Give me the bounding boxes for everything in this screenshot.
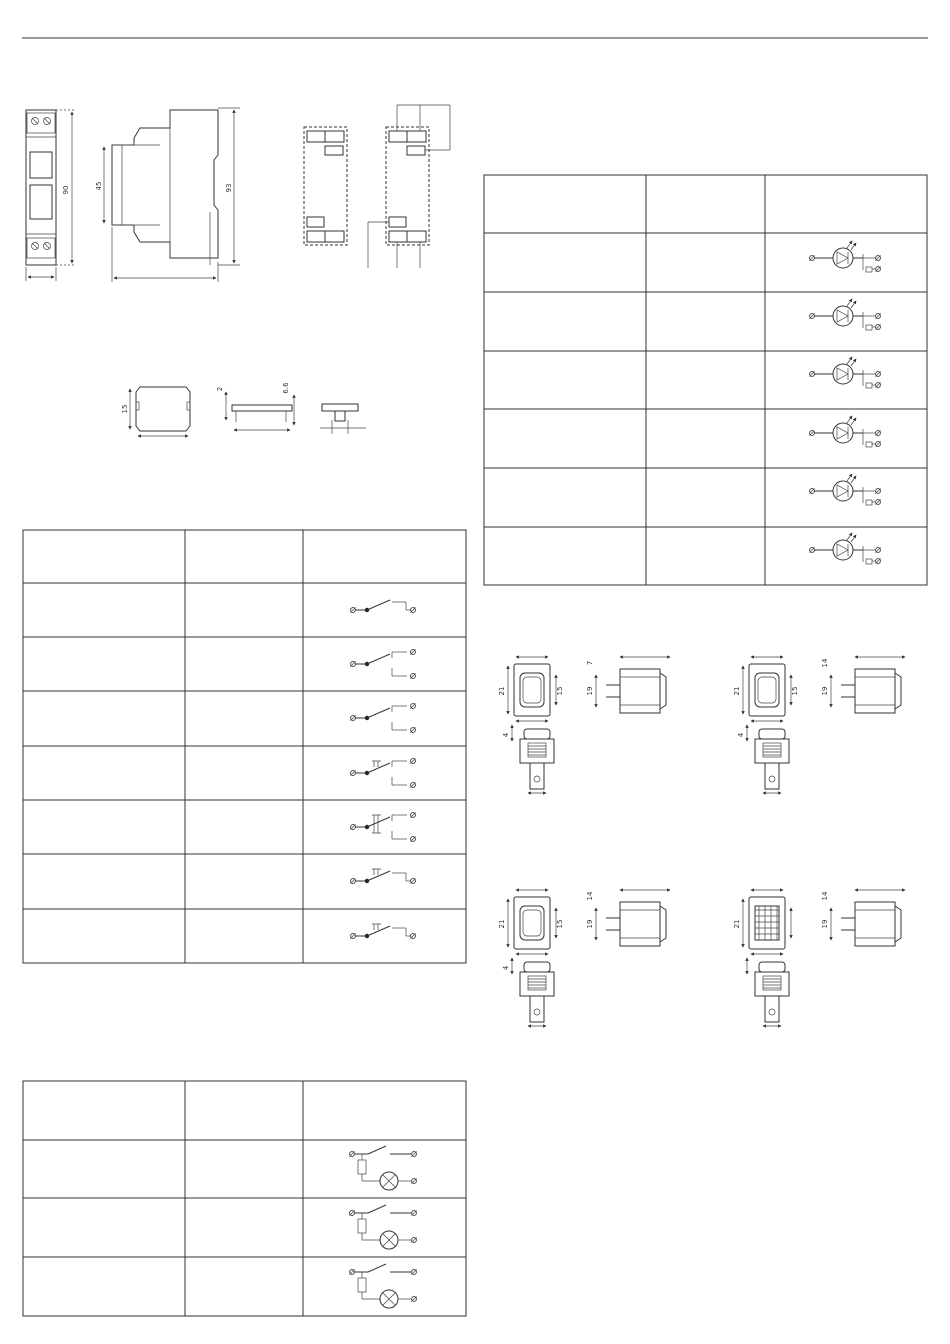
rocker-switch-c bbox=[508, 890, 670, 1026]
dim-rocker-c-overall: 21 bbox=[498, 919, 506, 929]
dim-rocker-c-pins: 19 bbox=[586, 919, 594, 929]
resistor-icon bbox=[358, 1278, 366, 1292]
contact-symbol-5 bbox=[350, 812, 415, 841]
dim-rocker-a-pins: 19 bbox=[586, 686, 594, 696]
lamp-symbols bbox=[349, 1146, 416, 1308]
dim-rocker-a-window: 15 bbox=[556, 686, 564, 696]
terminal-layout-single bbox=[304, 127, 347, 245]
led-icon bbox=[833, 306, 853, 326]
dim-rocker-a-base: 4 bbox=[502, 732, 510, 738]
rocker-switch-drawings bbox=[498, 657, 905, 1026]
dim-cap-thickness: 2 bbox=[216, 386, 224, 392]
resistor-icon bbox=[866, 325, 872, 330]
dim-rocker-a-overall: 21 bbox=[498, 686, 506, 696]
resistor-icon bbox=[866, 267, 872, 272]
led-symbol-4 bbox=[809, 416, 880, 447]
lamp-circuit-2 bbox=[349, 1205, 416, 1249]
led-symbol-1 bbox=[809, 241, 880, 272]
dim-rocker-b-window: 15 bbox=[791, 686, 799, 696]
resistor-icon bbox=[866, 559, 872, 564]
led-icon bbox=[833, 364, 853, 384]
led-symbol-3 bbox=[809, 357, 880, 388]
led-icon bbox=[833, 481, 853, 501]
led-icon bbox=[833, 248, 853, 268]
dim-rocker-c-window: 15 bbox=[556, 919, 564, 929]
lamp-circuit-3 bbox=[349, 1264, 416, 1308]
rocker-switch-a bbox=[508, 657, 670, 793]
dim-module-depth: 93 bbox=[225, 183, 233, 193]
contact-symbol-4 bbox=[350, 758, 415, 787]
contact-symbol-7 bbox=[350, 924, 415, 939]
led-icon bbox=[833, 423, 853, 443]
contact-symbol-3 bbox=[350, 703, 415, 732]
dim-rocker-d-pins: 19 bbox=[821, 919, 829, 929]
lamp-circuit-1 bbox=[349, 1146, 416, 1190]
dim-rocker-d-overall: 21 bbox=[733, 919, 741, 929]
resistor-icon bbox=[358, 1219, 366, 1233]
resistor-icon bbox=[866, 442, 872, 447]
led-table bbox=[484, 175, 927, 585]
led-symbol-5 bbox=[809, 474, 880, 505]
dim-rocker-c-base: 4 bbox=[502, 965, 510, 971]
dim-rocker-b-overall: 21 bbox=[733, 686, 741, 696]
resistor-icon bbox=[866, 500, 872, 505]
contact-symbol-6 bbox=[350, 869, 415, 884]
resistor-icon bbox=[866, 383, 872, 388]
led-symbol-6 bbox=[809, 533, 880, 564]
dim-rocker-b-pins: 19 bbox=[821, 686, 829, 696]
rocker-switch-b bbox=[743, 657, 905, 793]
module-side-view bbox=[95, 108, 240, 282]
cap-side-view bbox=[216, 382, 294, 430]
contact-table bbox=[23, 530, 466, 963]
lamp-table bbox=[23, 1081, 466, 1316]
dim-cap-overall: 6.6 bbox=[282, 382, 290, 394]
module-front-view bbox=[26, 110, 76, 281]
cap-top-view bbox=[121, 387, 190, 436]
dim-cap-height: 15 bbox=[121, 404, 129, 414]
led-symbol-2 bbox=[809, 299, 880, 330]
led-symbols bbox=[809, 241, 880, 564]
contact-symbols bbox=[350, 600, 415, 939]
rocker-switch-d bbox=[743, 890, 905, 1026]
cap-end-view bbox=[320, 404, 366, 434]
dim-rocker-b-base: 4 bbox=[737, 732, 745, 738]
dim-module-inner-height: 45 bbox=[95, 181, 103, 191]
dim-module-height: 90 bbox=[62, 185, 70, 195]
dim-rocker-d-depth: 14 bbox=[821, 891, 829, 901]
resistor-icon bbox=[358, 1160, 366, 1174]
contact-symbol-1 bbox=[350, 600, 415, 613]
dim-rocker-c-depth: 14 bbox=[586, 891, 594, 901]
dim-rocker-a-depth: 7 bbox=[586, 660, 594, 666]
led-icon bbox=[833, 540, 853, 560]
dim-rocker-b-depth: 14 bbox=[821, 658, 829, 668]
terminal-layout-wired bbox=[368, 105, 450, 268]
contact-symbol-2 bbox=[350, 649, 415, 678]
